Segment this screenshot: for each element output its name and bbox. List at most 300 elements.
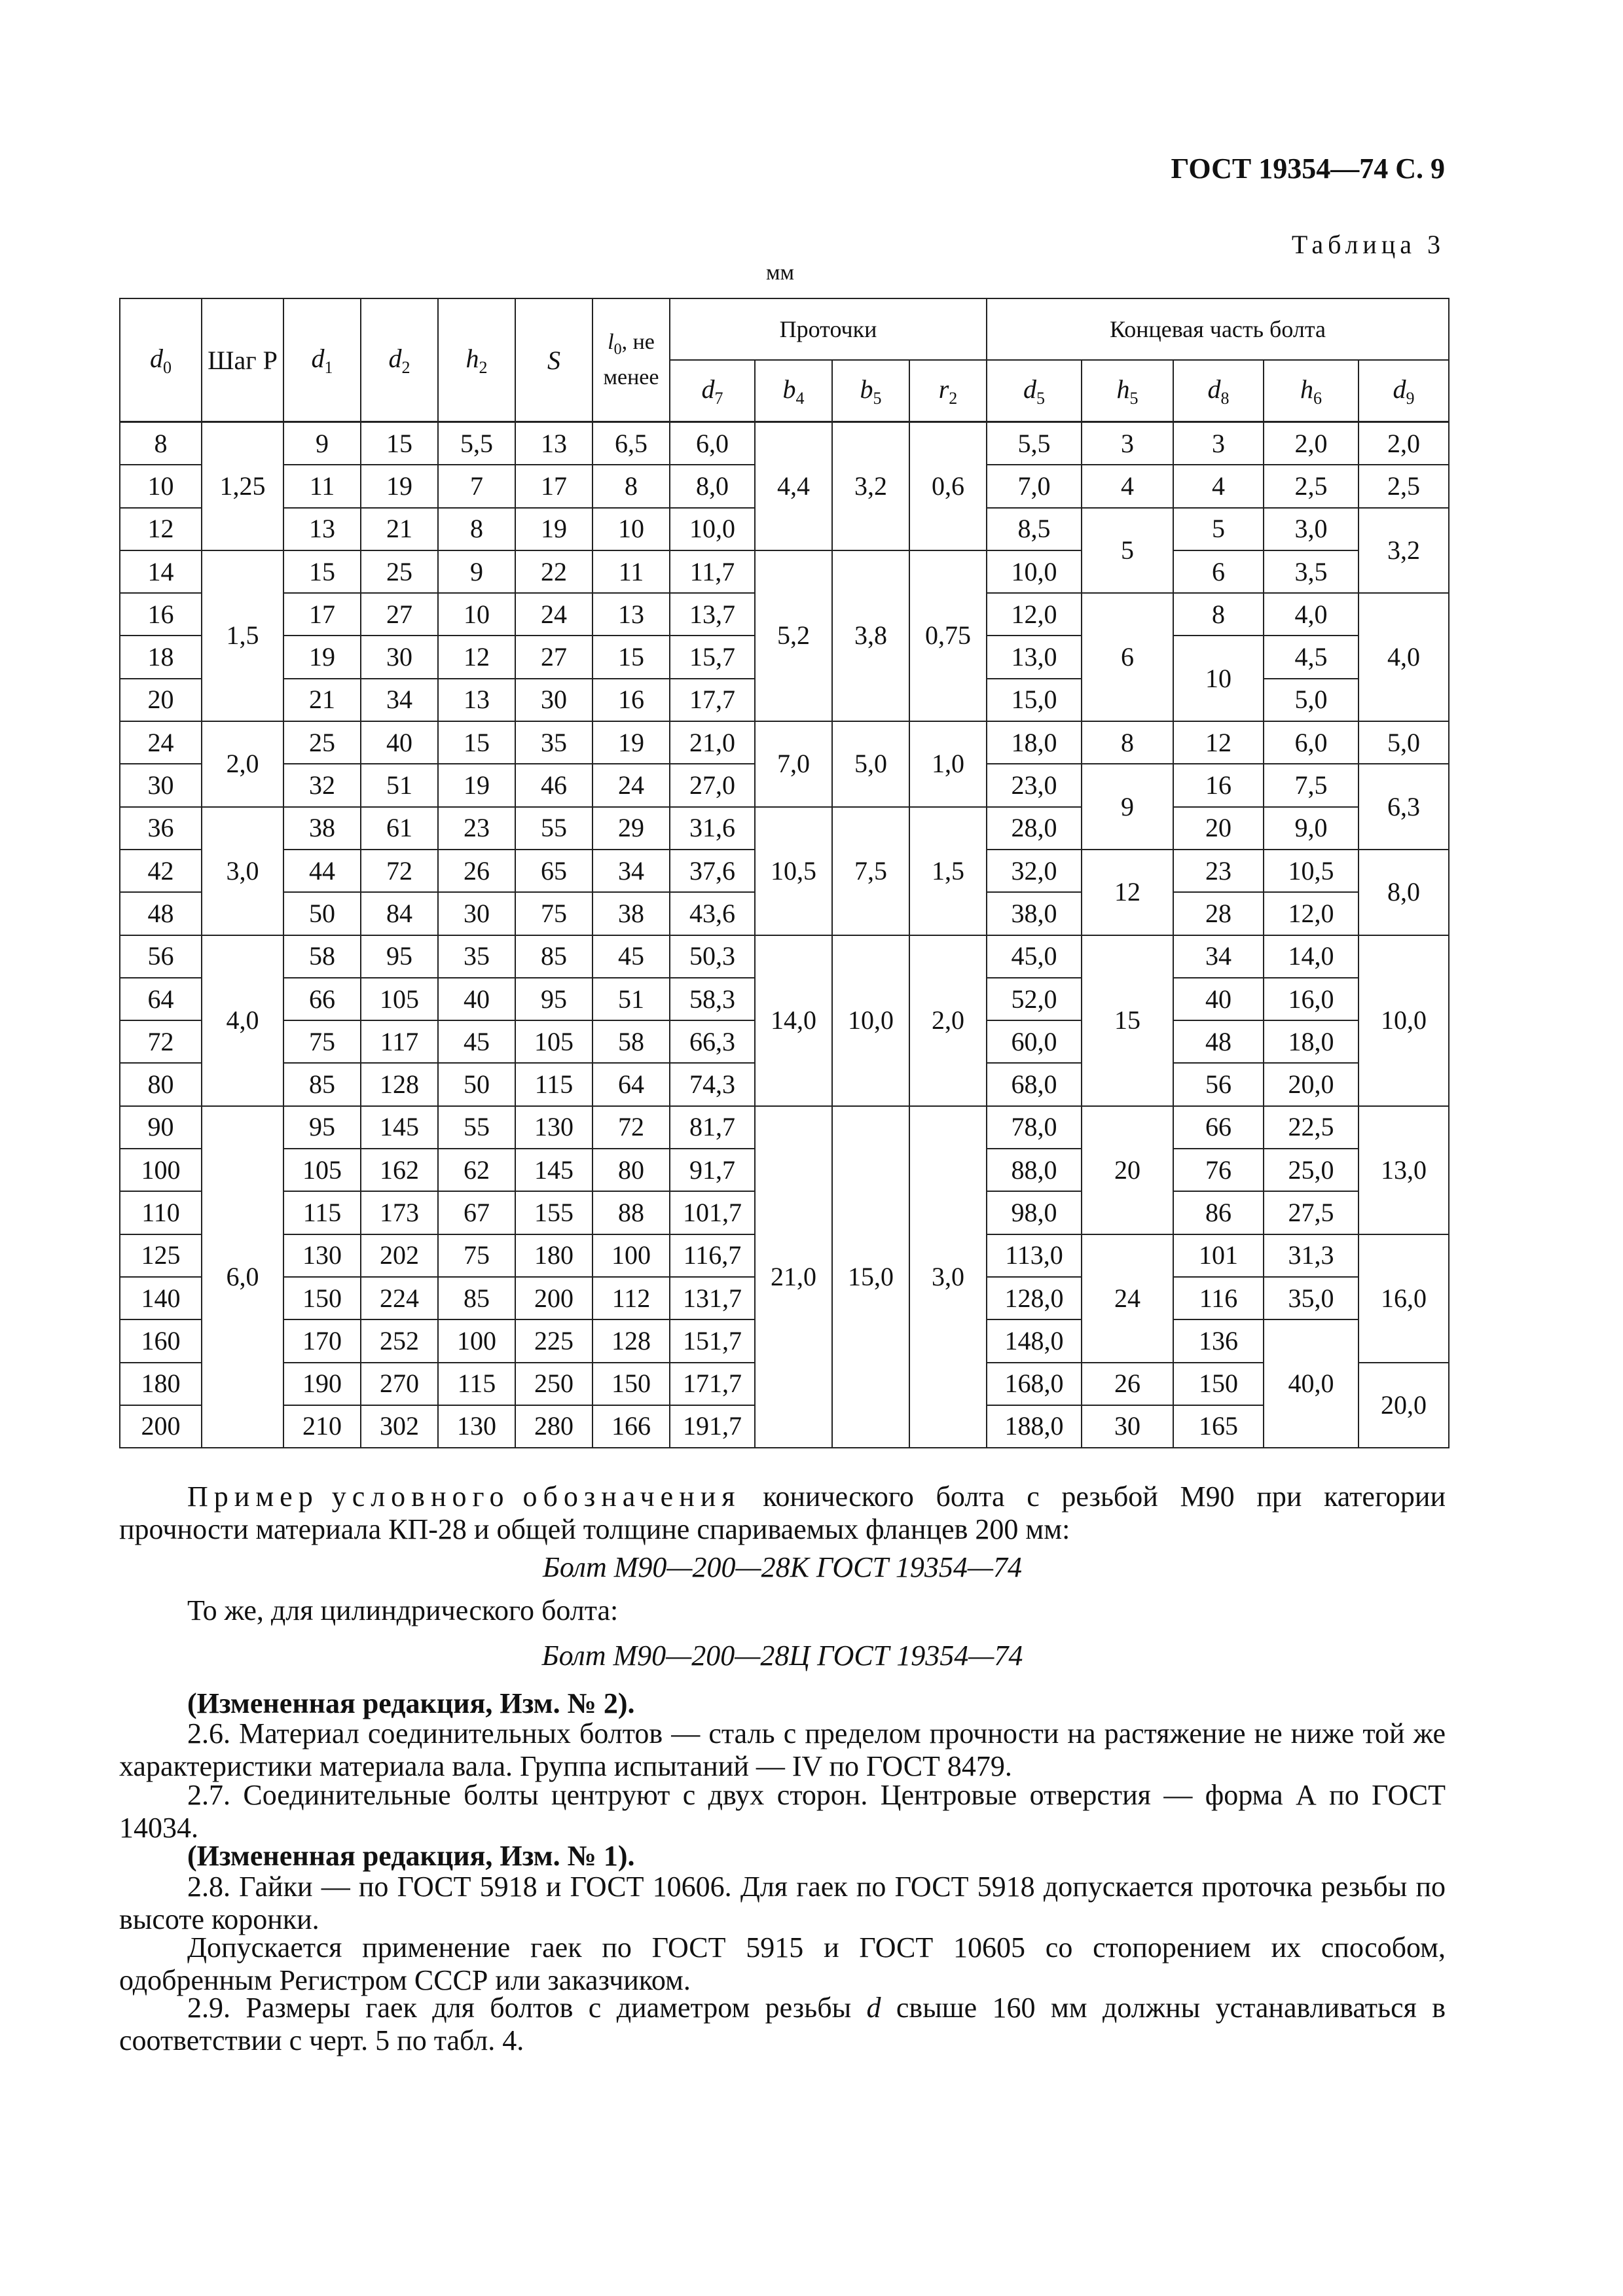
cell-h6: 22,5 xyxy=(1264,1106,1359,1149)
cell-d0: 180 xyxy=(120,1363,202,1405)
cell-d0: 14 xyxy=(120,550,202,593)
cell-d5: 5,5 xyxy=(987,422,1082,465)
cell-step: 1,5 xyxy=(202,550,283,721)
cell-h6: 35,0 xyxy=(1264,1277,1359,1319)
cell-d9: 16,0 xyxy=(1359,1234,1449,1363)
cell-d1: 58 xyxy=(283,935,361,978)
cell-d2: 105 xyxy=(361,978,438,1020)
cell-l0: 10 xyxy=(593,508,670,550)
cell-d1: 210 xyxy=(283,1405,361,1448)
cell-h6: 9,0 xyxy=(1264,807,1359,850)
cell-s: 65 xyxy=(515,850,593,892)
page-header: ГОСТ 19354—74 С. 9 xyxy=(1171,152,1445,185)
cell-h2: 9 xyxy=(438,550,515,593)
cell-d2: 145 xyxy=(361,1106,438,1149)
header-b5: $b_5$ xyxy=(832,360,909,422)
cell-d5: 12,0 xyxy=(987,593,1082,636)
table-units: мм xyxy=(766,260,795,285)
table-row xyxy=(120,935,1449,978)
cell-h6: 2,0 xyxy=(1264,422,1359,465)
cell-d7: 6,0 xyxy=(670,422,755,465)
cell-r2: 1,5 xyxy=(909,807,987,935)
cell-h2: 12 xyxy=(438,636,515,678)
cell-d2: 25 xyxy=(361,550,438,593)
cell-d2: 51 xyxy=(361,764,438,806)
cell-r2: 3,0 xyxy=(909,1106,987,1448)
example-paragraph xyxy=(119,1480,1446,1546)
cell-l0: 150 xyxy=(593,1363,670,1405)
cell-h6: 40,0 xyxy=(1264,1319,1359,1448)
cell-s: 55 xyxy=(515,807,593,850)
cell-d0: 20 xyxy=(120,679,202,721)
cell-d0: 10 xyxy=(120,465,202,507)
table-body xyxy=(120,422,1449,1448)
cell-r2: 2,0 xyxy=(909,935,987,1106)
designation-conical: Болт М90—200—28К ГОСТ 19354—74 xyxy=(542,1551,1023,1583)
cell-d8: 4 xyxy=(1173,465,1264,507)
cell-b4: 7,0 xyxy=(755,721,832,807)
cell-d1: 115 xyxy=(283,1191,361,1234)
cell-d8: 10 xyxy=(1173,636,1264,721)
cell-d0: 100 xyxy=(120,1149,202,1191)
cell-d5: 28,0 xyxy=(987,807,1082,850)
cell-h2: 115 xyxy=(438,1363,515,1405)
cell-d7: 91,7 xyxy=(670,1149,755,1191)
cell-d9: 10,0 xyxy=(1359,935,1449,1106)
cell-h2: 35 xyxy=(438,935,515,978)
cell-h6: 7,5 xyxy=(1264,764,1359,806)
cell-d9: 3,2 xyxy=(1359,508,1449,594)
cell-h2: 26 xyxy=(438,850,515,892)
cell-d0: 8 xyxy=(120,422,202,465)
cell-h6: 2,5 xyxy=(1264,465,1359,507)
cell-l0: 13 xyxy=(593,593,670,636)
example-rest: конического болта с резьбой М90 при категории прочности материала КП-28 и общей толщине спариваемых фланцев 200 мм: xyxy=(119,1480,1446,1545)
cell-h2: 75 xyxy=(438,1234,515,1277)
cell-l0: 72 xyxy=(593,1106,670,1149)
cell-d2: 117 xyxy=(361,1020,438,1063)
cell-d2: 95 xyxy=(361,935,438,978)
cell-d2: 21 xyxy=(361,508,438,550)
cell-d1: 19 xyxy=(283,636,361,678)
header-d0: $d_0$ xyxy=(120,298,202,422)
cell-s: 180 xyxy=(515,1234,593,1277)
cell-l0: 34 xyxy=(593,850,670,892)
cell-d1: 50 xyxy=(283,892,361,935)
cell-d0: 56 xyxy=(120,935,202,978)
cell-b4: 10,5 xyxy=(755,807,832,935)
cell-d9: 4,0 xyxy=(1359,593,1449,721)
cell-d5: 113,0 xyxy=(987,1234,1082,1277)
cell-d5: 15,0 xyxy=(987,679,1082,721)
cell-d5: 188,0 xyxy=(987,1405,1082,1448)
cell-d8: 5 xyxy=(1173,508,1264,550)
table-row xyxy=(120,807,1449,850)
cell-h5: 8 xyxy=(1082,721,1173,764)
cell-d5: 18,0 xyxy=(987,721,1082,764)
cell-d0: 160 xyxy=(120,1319,202,1362)
cell-d1: 75 xyxy=(283,1020,361,1063)
cell-l0: 88 xyxy=(593,1191,670,1234)
cell-d2: 34 xyxy=(361,679,438,721)
cell-h6: 27,5 xyxy=(1264,1191,1359,1234)
cell-h2: 19 xyxy=(438,764,515,806)
cell-d7: 58,3 xyxy=(670,978,755,1020)
cell-d9: 8,0 xyxy=(1359,850,1449,935)
paragraph-2-8-b: Допускается применение гаек по ГОСТ 5915 и ГОСТ 10605 со стопорением их способом, одобренным Регистром СССР или заказчиком. xyxy=(119,1931,1446,1996)
cell-d2: 270 xyxy=(361,1363,438,1405)
cell-step: 1,25 xyxy=(202,422,283,550)
cell-d0: 200 xyxy=(120,1405,202,1448)
cell-d9: 2,0 xyxy=(1359,422,1449,465)
cell-l0: 19 xyxy=(593,721,670,764)
cell-d0: 48 xyxy=(120,892,202,935)
header-h6: $h_6$ xyxy=(1264,360,1359,422)
header-d5: $d_5$ xyxy=(987,360,1082,422)
cell-d1: 190 xyxy=(283,1363,361,1405)
cell-s: 19 xyxy=(515,508,593,550)
cell-h5: 26 xyxy=(1082,1363,1173,1405)
cell-d1: 170 xyxy=(283,1319,361,1362)
cell-d8: 136 xyxy=(1173,1319,1264,1362)
cell-h6: 12,0 xyxy=(1264,892,1359,935)
cell-s: 30 xyxy=(515,679,593,721)
same-cylindrical: То же, для цилиндрического болта: xyxy=(187,1594,619,1626)
cell-d0: 90 xyxy=(120,1106,202,1149)
cell-h2: 13 xyxy=(438,679,515,721)
cell-b5: 3,2 xyxy=(832,422,909,550)
cell-d5: 60,0 xyxy=(987,1020,1082,1063)
cell-s: 75 xyxy=(515,892,593,935)
table-row xyxy=(120,550,1449,593)
cell-d0: 12 xyxy=(120,508,202,550)
cell-l0: 11 xyxy=(593,550,670,593)
cell-h6: 4,5 xyxy=(1264,636,1359,678)
cell-d5: 78,0 xyxy=(987,1106,1082,1149)
cell-l0: 166 xyxy=(593,1405,670,1448)
cell-d5: 98,0 xyxy=(987,1191,1082,1234)
cell-d5: 128,0 xyxy=(987,1277,1082,1319)
cell-l0: 51 xyxy=(593,978,670,1020)
header-d9: $d_9$ xyxy=(1359,360,1449,422)
cell-b4: 5,2 xyxy=(755,550,832,721)
cell-h2: 15 xyxy=(438,721,515,764)
cell-b4: 4,4 xyxy=(755,422,832,550)
paragraph-2-8: 2.8. Гайки — по ГОСТ 5918 и ГОСТ 10606. Для гаек по ГОСТ 5918 допускается проточка резьбы по высоте коронки. xyxy=(119,1871,1446,1935)
cell-d8: 165 xyxy=(1173,1405,1264,1448)
cell-s: 115 xyxy=(515,1063,593,1105)
cell-s: 145 xyxy=(515,1149,593,1191)
cell-h6: 18,0 xyxy=(1264,1020,1359,1063)
cell-d2: 252 xyxy=(361,1319,438,1362)
cell-d5: 168,0 xyxy=(987,1363,1082,1405)
header-h2: $h_2$ xyxy=(438,298,515,422)
cell-d8: 23 xyxy=(1173,850,1264,892)
cell-h2: 8 xyxy=(438,508,515,550)
cell-s: 35 xyxy=(515,721,593,764)
cell-d9: 6,3 xyxy=(1359,764,1449,850)
cell-d1: 95 xyxy=(283,1106,361,1149)
cell-d1: 105 xyxy=(283,1149,361,1191)
cell-h2: 10 xyxy=(438,593,515,636)
cell-d7: 17,7 xyxy=(670,679,755,721)
cell-s: 95 xyxy=(515,978,593,1020)
cell-h5: 12 xyxy=(1082,850,1173,935)
cell-h2: 30 xyxy=(438,892,515,935)
cell-s: 22 xyxy=(515,550,593,593)
cell-d7: 101,7 xyxy=(670,1191,755,1234)
paragraph-2-6: 2.6. Материал соединительных болтов — сталь с пределом прочности на растяжение не ниже той же характеристики материала вала. Группа испытаний — IV по ГОСТ 8479. xyxy=(119,1717,1446,1782)
cell-d8: 3 xyxy=(1173,422,1264,465)
paragraph-2-7: 2.7. Соединительные болты центруют с двух сторон. Центровые отверстия — форма А по ГОСТ 14034. xyxy=(119,1779,1446,1844)
cell-d7: 66,3 xyxy=(670,1020,755,1063)
cell-d7: 8,0 xyxy=(670,465,755,507)
cell-d0: 24 xyxy=(120,721,202,764)
cell-h5: 5 xyxy=(1082,508,1173,594)
cell-s: 250 xyxy=(515,1363,593,1405)
cell-d7: 151,7 xyxy=(670,1319,755,1362)
cell-h5: 4 xyxy=(1082,465,1173,507)
cell-l0: 8 xyxy=(593,465,670,507)
header-l0: $l_0$, не менее xyxy=(593,298,670,422)
cell-d9: 2,5 xyxy=(1359,465,1449,507)
cell-d7: 37,6 xyxy=(670,850,755,892)
cell-step: 6,0 xyxy=(202,1106,283,1448)
cell-l0: 64 xyxy=(593,1063,670,1105)
cell-d8: 76 xyxy=(1173,1149,1264,1191)
header-s: S xyxy=(515,298,593,422)
cell-d0: 72 xyxy=(120,1020,202,1063)
cell-d5: 10,0 xyxy=(987,550,1082,593)
cell-step: 3,0 xyxy=(202,807,283,935)
cell-d2: 162 xyxy=(361,1149,438,1191)
table-row xyxy=(120,1106,1449,1149)
cell-d7: 131,7 xyxy=(670,1277,755,1319)
cell-d8: 12 xyxy=(1173,721,1264,764)
cell-h2: 23 xyxy=(438,807,515,850)
cell-d1: 25 xyxy=(283,721,361,764)
cell-d5: 38,0 xyxy=(987,892,1082,935)
cell-d5: 88,0 xyxy=(987,1149,1082,1191)
cell-l0: 128 xyxy=(593,1319,670,1362)
cell-d0: 36 xyxy=(120,807,202,850)
cell-l0: 80 xyxy=(593,1149,670,1191)
cell-d8: 34 xyxy=(1173,935,1264,978)
header-d7: $d_7$ xyxy=(670,360,755,422)
example-label: Пример условного обозначения xyxy=(187,1480,741,1513)
cell-d0: 16 xyxy=(120,593,202,636)
cell-r2: 0,75 xyxy=(909,550,987,721)
cell-d0: 42 xyxy=(120,850,202,892)
cell-h6: 5,0 xyxy=(1264,679,1359,721)
designation-cylindrical: Болт М90—200—28Ц ГОСТ 19354—74 xyxy=(541,1640,1023,1672)
cell-h5: 15 xyxy=(1082,935,1173,1106)
cell-d7: 10,0 xyxy=(670,508,755,550)
cell-b5: 10,0 xyxy=(832,935,909,1106)
cell-d7: 27,0 xyxy=(670,764,755,806)
cell-d2: 15 xyxy=(361,422,438,465)
header-d8: $d_8$ xyxy=(1173,360,1264,422)
dimensions-table xyxy=(119,298,1450,1448)
cell-d2: 173 xyxy=(361,1191,438,1234)
cell-h2: 85 xyxy=(438,1277,515,1319)
cell-l0: 58 xyxy=(593,1020,670,1063)
cell-d8: 28 xyxy=(1173,892,1264,935)
cell-step: 4,0 xyxy=(202,935,283,1106)
cell-s: 85 xyxy=(515,935,593,978)
cell-l0: 45 xyxy=(593,935,670,978)
cell-h2: 40 xyxy=(438,978,515,1020)
cell-h6: 4,0 xyxy=(1264,593,1359,636)
cell-d2: 40 xyxy=(361,721,438,764)
cell-b5: 7,5 xyxy=(832,807,909,935)
cell-d7: 21,0 xyxy=(670,721,755,764)
cell-b5: 15,0 xyxy=(832,1106,909,1448)
cell-h6: 3,0 xyxy=(1264,508,1359,550)
cell-d8: 20 xyxy=(1173,807,1264,850)
cell-s: 155 xyxy=(515,1191,593,1234)
cell-d8: 48 xyxy=(1173,1020,1264,1063)
cell-d1: 9 xyxy=(283,422,361,465)
cell-d7: 13,7 xyxy=(670,593,755,636)
cell-d2: 128 xyxy=(361,1063,438,1105)
cell-d7: 15,7 xyxy=(670,636,755,678)
cell-d5: 13,0 xyxy=(987,636,1082,678)
cell-d7: 81,7 xyxy=(670,1106,755,1149)
cell-d0: 30 xyxy=(120,764,202,806)
cell-h6: 16,0 xyxy=(1264,978,1359,1020)
cell-d8: 150 xyxy=(1173,1363,1264,1405)
cell-b4: 14,0 xyxy=(755,935,832,1106)
cell-d1: 21 xyxy=(283,679,361,721)
header-d2: $d_2$ xyxy=(361,298,438,422)
cell-h2: 100 xyxy=(438,1319,515,1362)
cell-d9: 13,0 xyxy=(1359,1106,1449,1234)
cell-l0: 6,5 xyxy=(593,422,670,465)
cell-d2: 27 xyxy=(361,593,438,636)
cell-b5: 5,0 xyxy=(832,721,909,807)
cell-d7: 171,7 xyxy=(670,1363,755,1405)
cell-step: 2,0 xyxy=(202,721,283,807)
cell-d2: 302 xyxy=(361,1405,438,1448)
cell-s: 17 xyxy=(515,465,593,507)
cell-h2: 67 xyxy=(438,1191,515,1234)
cell-d2: 61 xyxy=(361,807,438,850)
cell-h2: 62 xyxy=(438,1149,515,1191)
cell-h2: 50 xyxy=(438,1063,515,1105)
cell-h2: 55 xyxy=(438,1106,515,1149)
cell-d5: 7,0 xyxy=(987,465,1082,507)
cell-h5: 24 xyxy=(1082,1234,1173,1363)
cell-h5: 6 xyxy=(1082,593,1173,721)
cell-s: 27 xyxy=(515,636,593,678)
cell-d8: 8 xyxy=(1173,593,1264,636)
cell-d1: 38 xyxy=(283,807,361,850)
cell-d7: 74,3 xyxy=(670,1063,755,1105)
cell-h6: 20,0 xyxy=(1264,1063,1359,1105)
table-caption: Таблица 3 xyxy=(1291,230,1445,259)
cell-r2: 1,0 xyxy=(909,721,987,807)
cell-d2: 84 xyxy=(361,892,438,935)
cell-h5: 30 xyxy=(1082,1405,1173,1448)
cell-d2: 72 xyxy=(361,850,438,892)
cell-h2: 7 xyxy=(438,465,515,507)
cell-d1: 13 xyxy=(283,508,361,550)
cell-d5: 68,0 xyxy=(987,1063,1082,1105)
cell-l0: 38 xyxy=(593,892,670,935)
cell-d0: 80 xyxy=(120,1063,202,1105)
cell-d0: 64 xyxy=(120,978,202,1020)
cell-l0: 24 xyxy=(593,764,670,806)
header-grooves: Проточки xyxy=(670,298,987,360)
cell-d8: 101 xyxy=(1173,1234,1264,1277)
cell-d7: 31,6 xyxy=(670,807,755,850)
header-r2: $r_2$ xyxy=(909,360,987,422)
cell-s: 280 xyxy=(515,1405,593,1448)
paragraph-2-9: 2.9. Размеры гаек для болтов с диаметром резьбы d свыше 160 мм должны устанавливаться в соответствии с черт. 5 по табл. 4. xyxy=(119,1992,1446,2056)
cell-d8: 116 xyxy=(1173,1277,1264,1319)
cell-h6: 6,0 xyxy=(1264,721,1359,764)
cell-h5: 3 xyxy=(1082,422,1173,465)
cell-d1: 66 xyxy=(283,978,361,1020)
cell-d5: 8,5 xyxy=(987,508,1082,550)
cell-r2: 0,6 xyxy=(909,422,987,550)
cell-d1: 150 xyxy=(283,1277,361,1319)
cell-h2: 5,5 xyxy=(438,422,515,465)
cell-h6: 25,0 xyxy=(1264,1149,1359,1191)
cell-d0: 140 xyxy=(120,1277,202,1319)
cell-h6: 3,5 xyxy=(1264,550,1359,593)
cell-d8: 6 xyxy=(1173,550,1264,593)
cell-d7: 43,6 xyxy=(670,892,755,935)
cell-d8: 56 xyxy=(1173,1063,1264,1105)
cell-d7: 11,7 xyxy=(670,550,755,593)
cell-d0: 110 xyxy=(120,1191,202,1234)
cell-d1: 15 xyxy=(283,550,361,593)
cell-d7: 116,7 xyxy=(670,1234,755,1277)
header-b4: $b_4$ xyxy=(755,360,832,422)
cell-d2: 30 xyxy=(361,636,438,678)
cell-d9: 20,0 xyxy=(1359,1363,1449,1448)
cell-d7: 191,7 xyxy=(670,1405,755,1448)
cell-d8: 16 xyxy=(1173,764,1264,806)
cell-d5: 23,0 xyxy=(987,764,1082,806)
cell-l0: 29 xyxy=(593,807,670,850)
header-h5: $h_5$ xyxy=(1082,360,1173,422)
cell-h2: 130 xyxy=(438,1405,515,1448)
cell-d1: 130 xyxy=(283,1234,361,1277)
cell-d2: 224 xyxy=(361,1277,438,1319)
cell-h6: 10,5 xyxy=(1264,850,1359,892)
cell-l0: 100 xyxy=(593,1234,670,1277)
cell-d1: 17 xyxy=(283,593,361,636)
cell-d1: 11 xyxy=(283,465,361,507)
table-row xyxy=(120,422,1449,465)
cell-s: 130 xyxy=(515,1106,593,1149)
cell-h5: 9 xyxy=(1082,764,1173,850)
header-bolt-end: Концевая часть болта xyxy=(987,298,1449,360)
cell-d1: 32 xyxy=(283,764,361,806)
cell-d5: 45,0 xyxy=(987,935,1082,978)
cell-d0: 18 xyxy=(120,636,202,678)
cell-b5: 3,8 xyxy=(832,550,909,721)
cell-d7: 50,3 xyxy=(670,935,755,978)
cell-d8: 40 xyxy=(1173,978,1264,1020)
edit-note-1: (Измененная редакция, Изм. № 1). xyxy=(187,1840,635,1872)
cell-s: 105 xyxy=(515,1020,593,1063)
cell-h5: 20 xyxy=(1082,1106,1173,1234)
edit-note-2: (Измененная редакция, Изм. № 2). xyxy=(187,1687,635,1719)
